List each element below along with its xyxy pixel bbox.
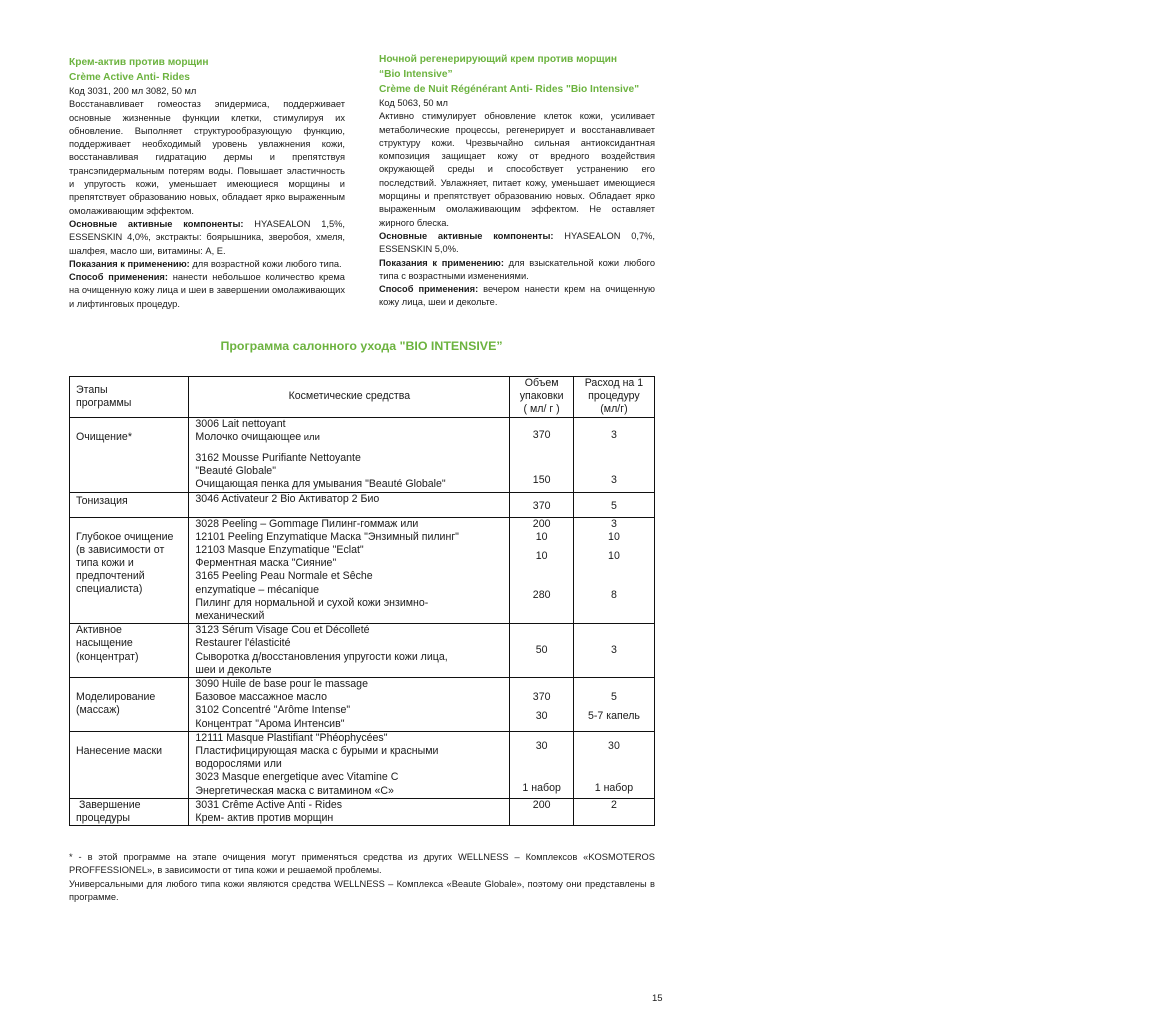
table-row xyxy=(70,731,655,798)
header-consumption: Расход на 1 процедуру (мл/г) xyxy=(573,377,654,418)
consumption-cell: 3 xyxy=(573,624,654,678)
products-cell: 3028 Peeling – Gommage Пилинг-гоммаж или 12101 Peeling Enzymatique Маска "Энзимный пилинг" 12103 Masque Enzymatique "Eclat" Ферментная маска "Сияние" 3165 Peeling Peau Normale et Sêche enzymatique – mécanique Пилинг для нормальной и сухой кожи энзимно- механический xyxy=(189,517,510,624)
left-product-block xyxy=(69,55,345,311)
stage-cell: Нанесение маски xyxy=(70,731,189,798)
left-product-code: Код 3031, 200 мл 3082, 50 мл xyxy=(69,86,197,96)
products-cell: 3090 Huile de base pour le massage Базовое массажное масло 3102 Concentré "Arôme Intense" Концентрат "Арома Интенсив" xyxy=(189,678,510,732)
usage-label: Способ применения: xyxy=(69,272,168,283)
products-cell: 3046 Activateur 2 Bio Активатор 2 Био xyxy=(189,492,510,517)
left-product-indications xyxy=(69,258,345,271)
products-cell: 3031 Crême Active Anti - Rides Крем- актив против морщин xyxy=(189,798,510,825)
consumption-cell: 2 xyxy=(573,798,654,825)
footnote-universal: Универсальными для любого типа кожи являются средства WELLNESS – Комплекса «Beaute Globale», поэтому они представлены в программе. xyxy=(69,878,655,902)
components-text: HYASEALON 0,7%, ESSENSKIN 5,0%. xyxy=(379,230,655,255)
products-cell: 3006 Lait nettoyant Молочко очищающее или 3162 Mousse Purifiante Nettoyante "Beauté Globale" Очищающая пенка для умывания "Beauté Globale" xyxy=(189,417,510,492)
table-header-row xyxy=(70,377,655,418)
volume-cell: 200 xyxy=(510,798,574,825)
table-row xyxy=(70,417,655,492)
left-product-usage xyxy=(69,271,345,311)
right-product-usage xyxy=(379,283,655,310)
products-cell: 3123 Sérum Visage Cou et Décolleté Restaurer l'élasticité Сыворотка д/восстановления упругости кожи лица, шеи и декольте xyxy=(189,624,510,678)
table-row xyxy=(70,517,655,624)
table-row xyxy=(70,492,655,517)
program-title: Программа салонного ухода "BIO INTENSIVE” xyxy=(220,339,503,353)
right-product-title-fr: Crème de Nuit Régénérant Anti- Rides "Bio Intensive" xyxy=(379,84,640,95)
stage-cell: Активное насыщение (концентрат) xyxy=(70,624,189,678)
right-product-description: Активно стимулирует обновление клеток кожи, усиливает метаболические процессы, регенерирует и восстанавливает структуру кожи. Чрезвычайно сильная антиоксидантная композиция защищает кожу от вредного воздействия окружающей среды и способствует устранению его последствий. Увлажняет, питает кожу, уменьшает имеющиеся морщины и препятствует образованию новых. Обладает ярко выраженным омолаживающим эффектом. Не оставляет жирного блеска. xyxy=(379,111,655,228)
stage-cell: Глубокое очищение (в зависимости от типа кожи и предпочтений специалиста) xyxy=(70,517,189,624)
volume-cell: 370 150 xyxy=(510,417,574,492)
consumption-cell: 5 5-7 капель xyxy=(573,678,654,732)
left-product-components xyxy=(69,218,345,258)
left-product-description: Восстанавливает гомеостаз эпидермиса, поддерживает основные жизненные функции клетки, стимулируя их обновление. Выполняет структурообразующую функцию, поддерживает необходимый уровень увлажнения кожи, восстанавливая гидратацию дермы и препятствуя трансэпидермальным потерям воды. Повышает эластичность и упругость кожи, уменьшает имеющиеся морщины и препятствует образованию новых, обладает ярко выраженным омолаживающим эффектом. xyxy=(69,99,345,216)
components-text: HYASEALON 1,5%, ESSENSKIN 4,0%, экстракты: боярышника, зверобоя, хмеля, шалфея, масло ши, витамины: А, Е. xyxy=(69,218,345,256)
indications-label: Показания к применению: xyxy=(69,258,190,269)
usage-text: вечером нанести крем на очищенную кожу лица, шеи и декольте. xyxy=(379,284,655,308)
footnote-cleansing: * - в этой программе на этапе очищения могут применяться средства из других WELLNESS – Комплексов «KOSMOTEROS PROFFESSIONEL», в зависимости от типа кожи и решаемой проблемы. xyxy=(69,852,655,876)
right-product-block xyxy=(379,52,655,310)
table-row xyxy=(70,798,655,825)
products-cell: 12111 Masque Plastifiant "Phéophycées" Пластифицирующая маска с бурыми и красными водорослями или 3023 Masque energetique avec Vitamine C Энергетическая маска с витамином «С» xyxy=(189,731,510,798)
consumption-cell: 3 3 xyxy=(573,417,654,492)
usage-text: нанести небольшое количество крема на очищенную кожу лица и шеи в завершении омолаживающих и лифтинговых процедур. xyxy=(69,272,345,309)
left-product-title-fr: Crème Active Anti- Rides xyxy=(69,72,190,83)
volume-cell: 370 30 xyxy=(510,678,574,732)
consumption-cell: 3 10 10 8 xyxy=(573,517,654,624)
stage-cell: Завершение процедуры xyxy=(70,798,189,825)
header-stage: Этапы программы xyxy=(70,377,189,418)
volume-cell: 370 xyxy=(510,492,574,517)
header-volume: Объем упаковки ( мл/ г ) xyxy=(510,377,574,418)
header-products: Косметические средства xyxy=(189,377,510,418)
consumption-cell: 30 1 набор xyxy=(573,731,654,798)
stage-cell: Очищение* xyxy=(70,417,189,492)
indications-label: Показания к применению: xyxy=(379,257,504,268)
volume-cell: 30 1 набор xyxy=(510,731,574,798)
left-product-title-ru: Крем-актив против морщин xyxy=(69,57,209,68)
right-product-components xyxy=(379,230,655,257)
indications-text: для взыскательной кожи любого типа с возрастными изменениями. xyxy=(379,257,655,281)
page-number: 15 xyxy=(652,993,663,1004)
stage-cell: Тонизация xyxy=(70,492,189,517)
components-label: Основные активные компоненты: xyxy=(379,230,554,241)
table-row xyxy=(70,624,655,678)
footnotes xyxy=(69,851,655,904)
consumption-cell: 5 xyxy=(573,492,654,517)
volume-cell: 50 xyxy=(510,624,574,678)
usage-label: Способ применения: xyxy=(379,284,479,295)
components-label: Основные активные компоненты: xyxy=(69,218,244,229)
volume-cell: 200 10 10 280 xyxy=(510,517,574,624)
right-product-indications xyxy=(379,257,655,284)
right-product-title-ru-brand: “Bio Intensive” xyxy=(379,69,453,80)
right-product-code: Код 5063, 50 мл xyxy=(379,98,448,108)
right-product-title-ru: Ночной регенерирующий крем против морщин xyxy=(379,54,617,65)
indications-text: для возрастной кожи любого типа. xyxy=(189,258,342,269)
table-row xyxy=(70,678,655,732)
stage-cell: Моделирование (массаж) xyxy=(70,678,189,732)
program-table xyxy=(69,376,655,826)
